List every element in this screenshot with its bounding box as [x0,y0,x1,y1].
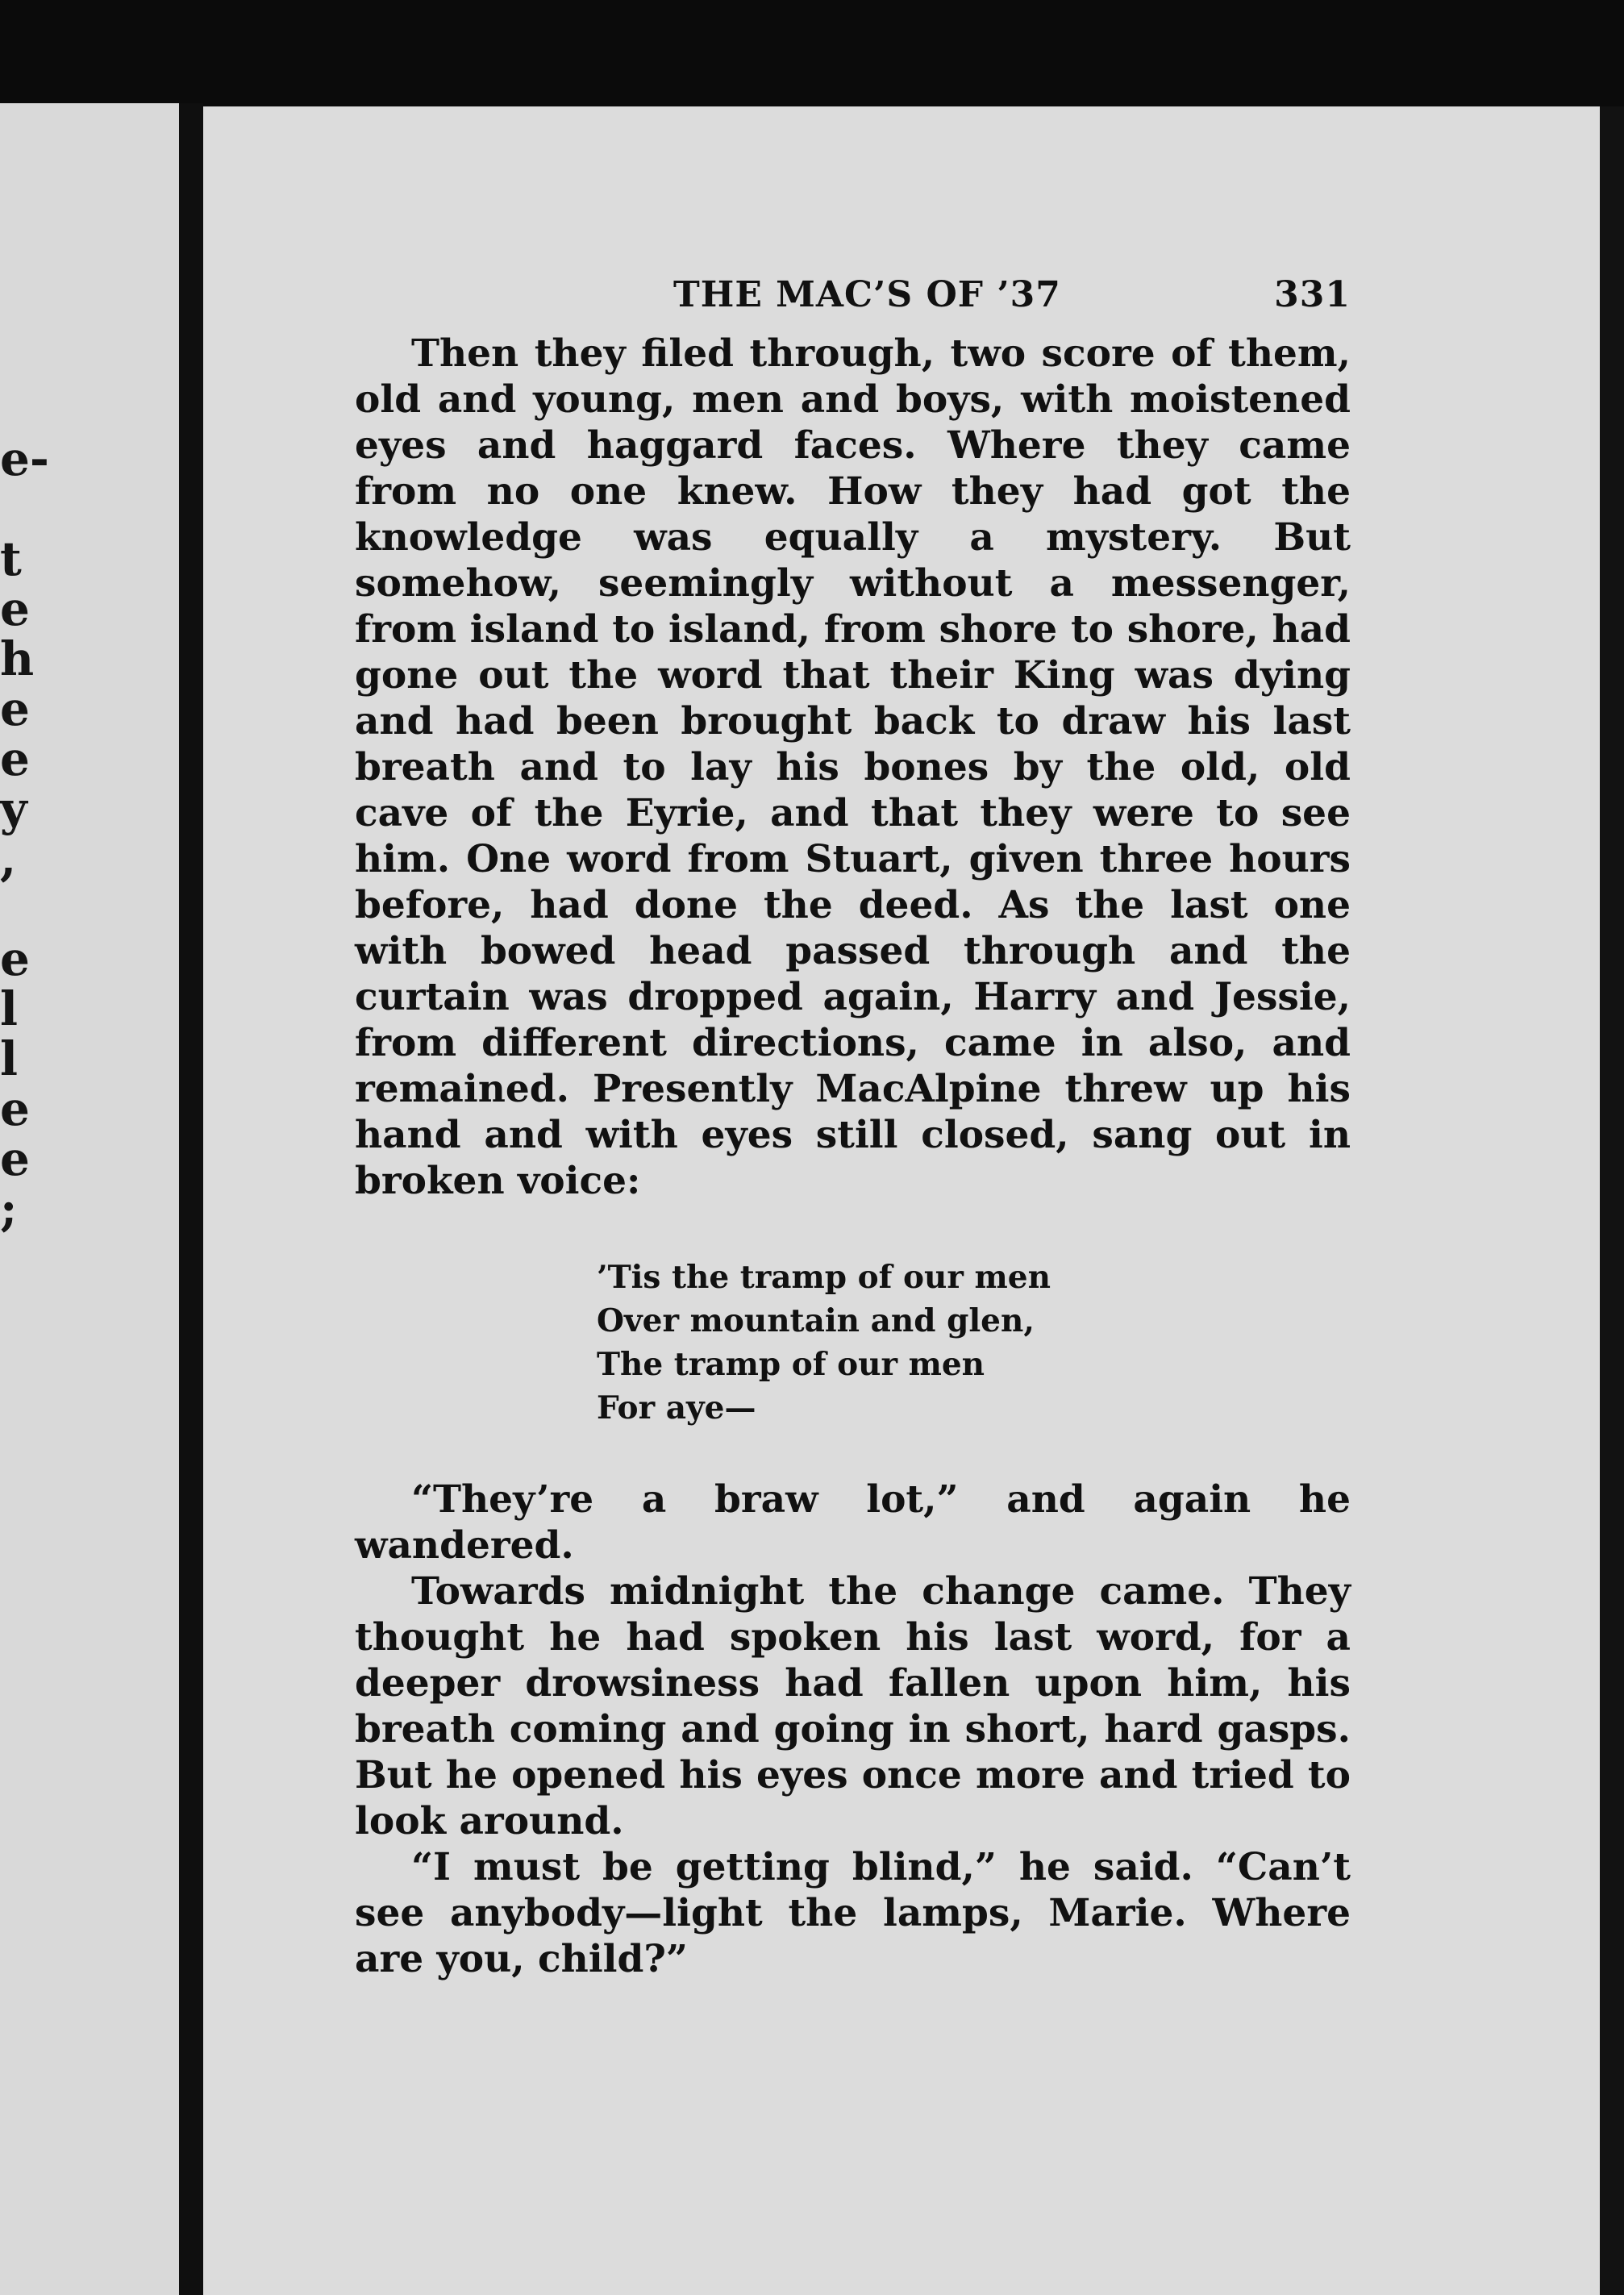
edge-letter: ; [0,1181,18,1236]
edge-letter: , [0,831,17,886]
verse-line: The tramp of our men [597,1346,985,1383]
edge-letter: l [0,981,19,1036]
paragraph: “I must be getting blind,” he said. “Can’t see anybody—light the lamps, Marie. Where are you, child?” [355,1845,1351,1981]
running-head [355,274,1351,331]
verse-line: ’Tis the tramp of our men [597,1259,1051,1296]
edge-letter: e [0,581,30,636]
verse-line: For aye— [597,1389,756,1427]
left-page-fragment [0,103,179,2295]
edge-letter: e [0,731,30,786]
paragraph: Towards midnight the change came. They thought he had spoken his last word, for a deeper drowsiness had fallen upon him, his breath coming and going in short, hard gasps. But he opened his eyes once more and tried to look around. [355,1569,1351,1843]
verse-quote [597,1256,1351,1430]
paragraph: “They’re a braw lot,” and again he wandered. [355,1477,1351,1568]
edge-letter [0,884,32,934]
edge-letter: y [0,781,27,836]
page-number: 331 [1274,274,1351,315]
left-page-cut-text [0,431,49,1236]
edge-letter: e [0,681,30,736]
edge-letter: e [0,931,30,986]
edge-letter: h [0,631,35,686]
running-title: THE MAC’S OF ’37 [673,274,1061,315]
edge-letter: l [0,1031,19,1086]
page-edge-shadow [1600,106,1624,2295]
verse-line: Over mountain and glen, [597,1302,1035,1339]
book-gutter [179,103,203,2295]
edge-letter: e [0,1131,30,1186]
edge-letter: e- [0,431,49,486]
edge-letter: t [0,531,22,586]
paragraph: Then they filed through, two score of them, old and young, men and boys, with moistened eyes and haggard faces. Where they came from no one knew. How they had got the knowledge was equally a mystery. But somehow, seemingly without a messenger, from island to island, from shore to shore, had gone out the word that their King was dying and had been brought back to draw his last breath and to lay his bones by the old, old cave of the Eyrie, and that they were to see him. One word from Stuart, given three hours before, had done the deed. As the last one with bowed head passed through and the curtain was dropped again, Harry and Jessie, from different directions, came in also, and remained. Presently MacAlpine threw up his hand and with eyes still closed, sang out in broken voice: [355,331,1351,1203]
page-text [355,274,1351,1982]
edge-letter: e [0,1081,30,1136]
edge-letter [0,484,32,534]
